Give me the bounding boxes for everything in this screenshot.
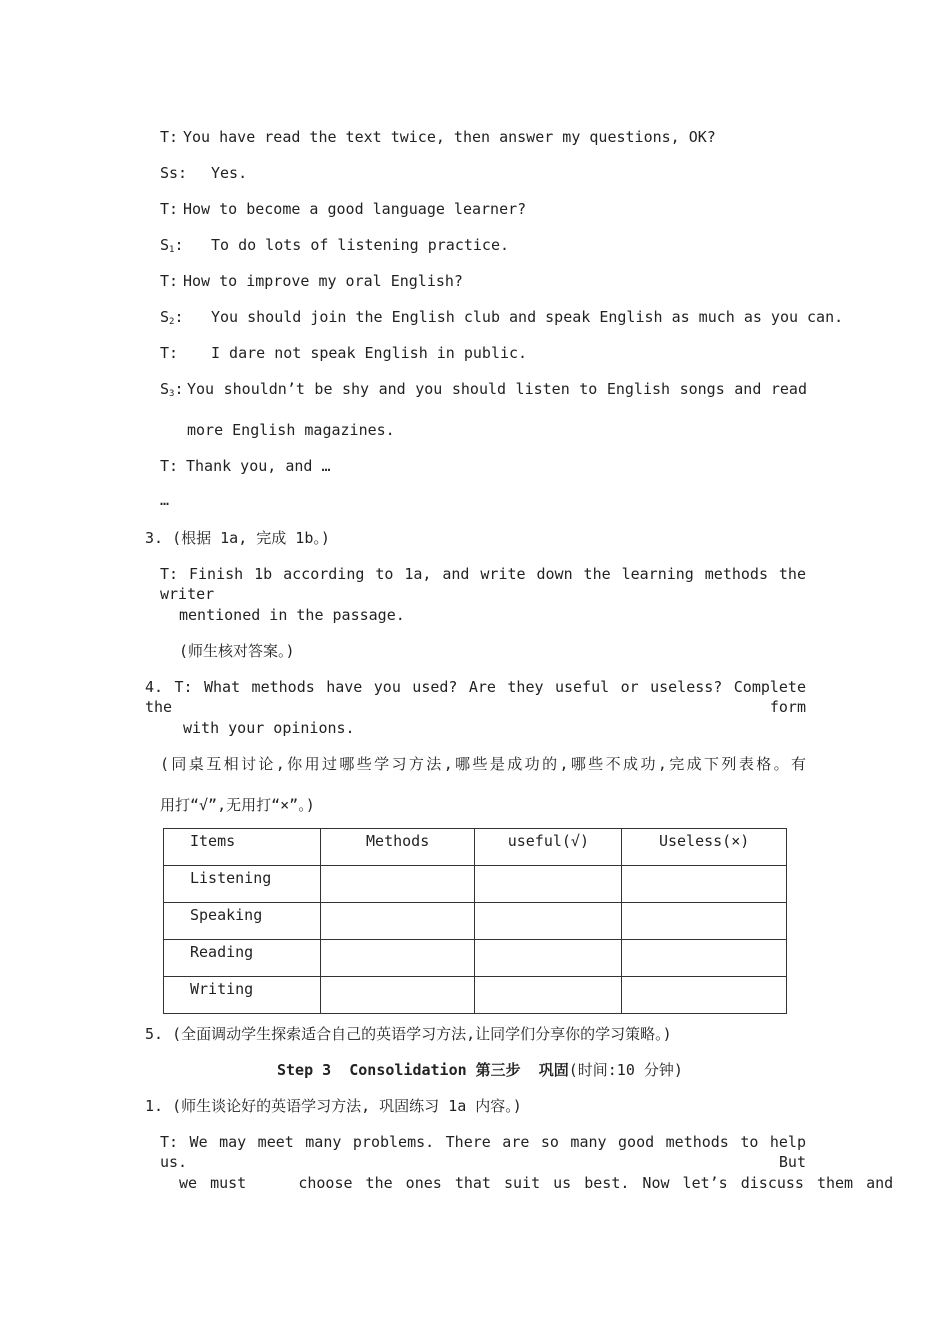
dialogue-speaker-5: T:	[160, 272, 179, 290]
table-row	[164, 903, 787, 940]
dialogue-speaker-6	[160, 307, 183, 332]
methods-form-table	[163, 828, 787, 1014]
table-row	[164, 940, 787, 977]
dialogue-speaker-7: T:	[160, 344, 179, 362]
speaker-letter: S	[160, 308, 170, 326]
dialogue-line-8: You shouldn’t be shy and you should listen to English songs and read	[187, 380, 807, 398]
item4-note1: (同桌互相讨论,你用过哪些学习方法,哪些是成功的,哪些不成功,完成下列表格。有	[160, 755, 806, 773]
header-items: Items	[164, 829, 321, 866]
row-label-speaking: Speaking	[164, 903, 321, 940]
item4-line2: with your opinions.	[183, 719, 355, 737]
step3-time: (时间:10 分钟)	[568, 1061, 683, 1079]
dialogue-line-3: How to become a good language learner?	[183, 200, 527, 218]
cell-useful	[475, 903, 622, 940]
row-label-listening: Listening	[164, 866, 321, 903]
item4-line1: 4. T: What methods have you used? Are they useful or useless? Complete the form	[145, 678, 806, 716]
speaker-colon: :	[174, 380, 184, 398]
cell-methods	[320, 903, 475, 940]
cell-methods	[320, 977, 475, 1014]
dialogue-line-9: Thank you, and …	[186, 457, 331, 475]
dialogue-speaker-8	[160, 379, 183, 404]
header-useful: useful(√)	[475, 829, 622, 866]
dialogue-speaker-3: T:	[160, 200, 179, 218]
item4-note2: 用打“√”,无用打“×”。)	[160, 796, 315, 814]
speaker-colon: :	[174, 308, 184, 326]
dialogue-speaker-2: Ss:	[160, 164, 188, 182]
row-label-writing: Writing	[164, 977, 321, 1014]
speaker-letter: S	[160, 380, 170, 398]
step3-item1-line2: we must choose the ones that suit us best. Now let’s discuss them and	[179, 1174, 894, 1192]
step3-heading	[277, 1060, 683, 1080]
item3-note: (师生核对答案。)	[179, 642, 295, 660]
ellipsis: …	[160, 491, 170, 509]
dialogue-line-6: You should join the English club and speak English as much as you can.	[211, 308, 844, 326]
dialogue-line-2: Yes.	[211, 164, 248, 182]
table-row	[164, 866, 787, 903]
cell-useless	[622, 866, 787, 903]
dialogue-speaker-1: T:	[160, 128, 179, 146]
speaker-colon: :	[174, 236, 184, 254]
cell-methods	[320, 940, 475, 977]
dialogue-line-1: You have read the text twice, then answer my questions, OK?	[183, 128, 716, 146]
speaker-letter: S	[160, 236, 170, 254]
step3-item1-line1: T: We may meet many problems. There are so many good methods to help us. But	[160, 1133, 806, 1171]
cell-useless	[622, 940, 787, 977]
dialogue-line-5: How to improve my oral English?	[183, 272, 463, 290]
item5: 5. (全面调动学生探索适合自己的英语学习方法,让同学们分享你的学习策略。)	[145, 1025, 672, 1043]
cell-useful	[475, 940, 622, 977]
speaker-subscript: 3	[169, 389, 175, 399]
dialogue-line-8-cont: more English magazines.	[187, 421, 395, 439]
cell-useless	[622, 903, 787, 940]
cell-useful	[475, 977, 622, 1014]
item3-line1: T: Finish 1b according to 1a, and write down the learning methods the writer	[160, 565, 806, 603]
dialogue-speaker-4	[160, 235, 183, 260]
dialogue-speaker-9: T:	[160, 457, 179, 475]
table-row	[164, 977, 787, 1014]
step3-title: Step 3 Consolidation 第三步 巩固	[277, 1061, 569, 1079]
item3-heading: 3. (根据 1a, 完成 1b。)	[145, 529, 330, 547]
cell-methods	[320, 866, 475, 903]
header-methods: Methods	[320, 829, 475, 866]
item3-line2: mentioned in the passage.	[179, 606, 405, 624]
dialogue-line-4: To do lots of listening practice.	[211, 236, 510, 254]
speaker-subscript: 2	[169, 317, 175, 327]
table-header-row	[164, 829, 787, 866]
row-label-reading: Reading	[164, 940, 321, 977]
header-useless: Useless(×)	[622, 829, 787, 866]
speaker-subscript: 1	[169, 245, 175, 255]
cell-useless	[622, 977, 787, 1014]
cell-useful	[475, 866, 622, 903]
step3-item1-heading: 1. (师生谈论好的英语学习方法, 巩固练习 1a 内容。)	[145, 1097, 522, 1115]
dialogue-line-7: I dare not speak English in public.	[211, 344, 528, 362]
